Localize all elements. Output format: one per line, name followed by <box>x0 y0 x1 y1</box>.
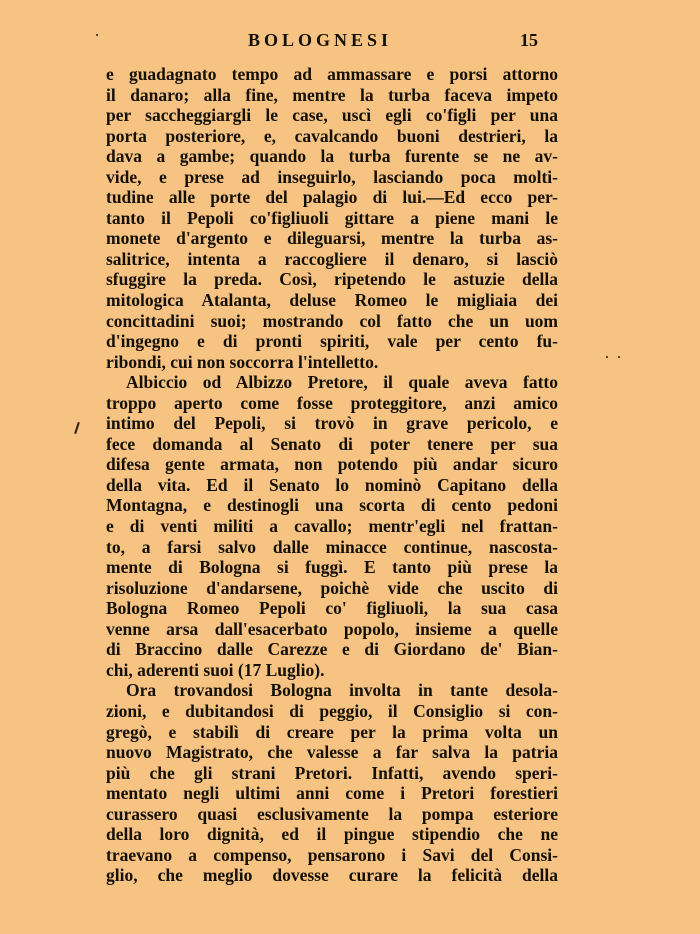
text-line: porta posteriore, e, cavalcando buoni destrieri, la <box>106 125 558 146</box>
text-line: tanto il Pepoli co'figliuoli gittare a piene mani le <box>106 207 558 228</box>
text-line: il danaro; alla fine, mentre la turba faceva impeto <box>106 84 558 105</box>
paragraph-start-line: Ora trovandosi Bologna involta in tante desola- <box>126 680 558 701</box>
ink-speck <box>618 356 620 358</box>
margin-ink-mark <box>74 422 80 434</box>
text-line: sfuggire la preda. Così, ripetendo le astuzie della <box>106 269 558 290</box>
text-line: e guadagnato tempo ad ammassare e porsi attorno <box>106 64 558 84</box>
text-line: zioni, e dubitandosi di peggio, il Consiglio si con- <box>106 700 558 721</box>
paragraph-end-line: ribondi, cui non soccorra l'intelletto. <box>106 351 379 372</box>
text-line: curassero quasi esclusivamente la pompa esteriore <box>106 803 558 824</box>
text-line: glio, che meglio dovesse curare la felicità della <box>106 865 558 886</box>
text-line: mente di Bologna si fuggì. E tanto più prese la <box>106 557 558 578</box>
text-line: risoluzione d'andarsene, poichè vide che uscito di <box>106 577 558 598</box>
text-line: salitrice, intenta a raccogliere il denaro, si lasciò <box>106 248 558 269</box>
text-line: dava a gambe; quando la turba furente se ne av- <box>106 146 558 167</box>
text-line: monete d'argento e dileguarsi, mentre la turba as- <box>106 228 558 249</box>
text-line: d'ingegno e di pronti spiriti, vale per cento fu- <box>106 331 558 352</box>
text-line: gregò, e stabilì di creare per la prima volta un <box>106 721 558 742</box>
text-line: difesa gente armata, non potendo più andar sicuro <box>106 454 558 475</box>
text-line: della vita. Ed il Senato lo nominò Capitano della <box>106 474 558 495</box>
text-line: concittadini suoi; mostrando col fatto che un uom <box>106 310 558 331</box>
text-line: più che gli strani Pretori. Infatti, avendo speri- <box>106 762 558 783</box>
text-line: di Braccino dalle Carezze e di Giordano de' Bian- <box>106 639 558 660</box>
paragraph-start-line: Albiccio od Albizzo Pretore, il quale aveva fatto <box>126 372 558 393</box>
running-title: BOLOGNESI <box>248 30 393 50</box>
text-line: troppo aperto come fosse proteggitore, anzi amico <box>106 392 558 413</box>
text-line: e di venti militi a cavallo; mentr'egli nel frattan- <box>106 516 558 537</box>
text-line: vide, e prese ad inseguirlo, lasciando poca molti- <box>106 166 558 187</box>
text-line: fece domanda al Senato di poter tenere per sua <box>106 433 558 454</box>
running-head <box>0 30 700 54</box>
body-text <box>106 64 558 886</box>
text-line: venne arsa dall'esacerbato popolo, insieme a quelle <box>106 618 558 639</box>
text-line: traevano a compenso, pensarono i Savi del Consi- <box>106 844 558 865</box>
paragraph-end-line: chi, aderenti suoi (17 Luglio). <box>106 659 325 680</box>
text-line: per saccheggiargli le case, uscì egli co'figli per una <box>106 105 558 126</box>
text-line: to, a farsi salvo dalle minacce continue, nascosta- <box>106 536 558 557</box>
text-line: della loro dignità, ed il pingue stipendio che ne <box>106 824 558 845</box>
text-line: Bologna Romeo Pepoli co' figliuoli, la sua casa <box>106 598 558 619</box>
text-line: mitologica Atalanta, deluse Romeo le migliaia dei <box>106 290 558 311</box>
text-line: tudine alle porte del palagio di lui.—Ed ecco per- <box>106 187 558 208</box>
text-line: Montagna, e destinogli una scorta di cento pedoni <box>106 495 558 516</box>
text-line: intimo del Pepoli, si trovò in grave pericolo, e <box>106 413 558 434</box>
ink-speck <box>606 356 608 358</box>
text-line: mentato negli ultimi anni come i Pretori forestieri <box>106 783 558 804</box>
page-number: 15 <box>520 30 538 50</box>
ink-speck <box>96 34 98 36</box>
text-line: nuovo Magistrato, che valesse a far salva la patria <box>106 742 558 763</box>
